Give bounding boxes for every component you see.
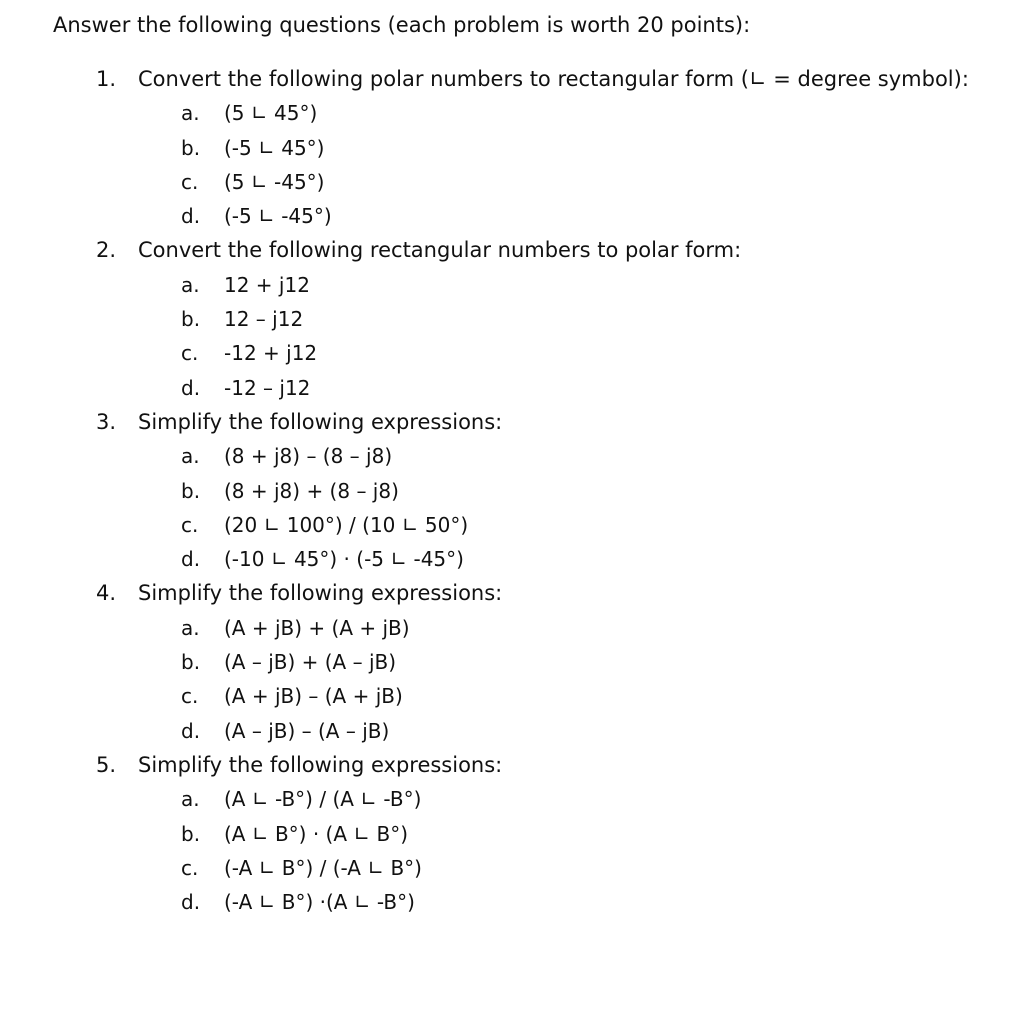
sub-question	[0, 542, 1024, 576]
sub-question	[0, 645, 1024, 679]
question-1	[0, 62, 1024, 233]
sub-question	[0, 268, 1024, 302]
sub-question-expression: 12 + j12	[224, 272, 310, 297]
sub-question-letter: c.	[181, 684, 199, 709]
sub-question-letter: a.	[181, 101, 200, 126]
sub-question	[0, 371, 1024, 405]
sub-question-expression: (A + jB) + (A + jB)	[224, 615, 410, 640]
sub-question-letter: d.	[181, 375, 201, 400]
sub-question	[0, 851, 1024, 885]
question-3	[0, 405, 1024, 576]
sub-question-letter: a.	[181, 615, 200, 640]
question-header	[0, 405, 1024, 439]
sub-question-expression: (A ∟ -B°) / (A ∟ -B°)	[224, 787, 422, 812]
sub-question-expression: (A – jB) + (A – jB)	[224, 650, 397, 675]
question-4	[0, 576, 1024, 747]
sub-question-expression: (A – jB) – (A – jB)	[224, 718, 390, 743]
sub-question	[0, 96, 1024, 130]
sub-question-expression: (5 ∟ -45°)	[224, 169, 325, 194]
question-header	[0, 233, 1024, 267]
sub-question	[0, 131, 1024, 165]
sub-question-letter: b.	[181, 821, 201, 846]
sub-question-expression: (-5 ∟ 45°)	[224, 135, 325, 160]
question-number: 5.	[96, 752, 117, 777]
sub-question-expression: (5 ∟ 45°)	[224, 101, 318, 126]
sub-question	[0, 714, 1024, 748]
question-number: 2.	[96, 238, 117, 263]
sub-question-expression: (8 + j8) + (8 – j8)	[224, 478, 399, 503]
sub-question-expression: (8 + j8) – (8 – j8)	[224, 444, 393, 469]
sub-question	[0, 782, 1024, 816]
sub-question-letter: d.	[181, 547, 201, 572]
question-header	[0, 576, 1024, 610]
sub-question-expression: (-A ∟ B°) / (-A ∟ B°)	[224, 855, 422, 880]
sub-question-letter: b.	[181, 135, 201, 160]
question-prompt: Simplify the following expressions:	[138, 581, 503, 606]
sub-question-expression: -12 + j12	[224, 341, 318, 366]
sub-question	[0, 508, 1024, 542]
sub-question-expression: (-5 ∟ -45°)	[224, 204, 332, 229]
sub-question	[0, 679, 1024, 713]
sub-question-letter: c.	[181, 512, 199, 537]
question-prompt: Simplify the following expressions:	[138, 409, 503, 434]
sub-question-letter: d.	[181, 718, 201, 743]
sub-question-expression: 12 – j12	[224, 307, 304, 332]
sub-question	[0, 199, 1024, 233]
question-prompt: Simplify the following expressions:	[138, 752, 503, 777]
sub-question	[0, 474, 1024, 508]
question-5	[0, 748, 1024, 919]
question-prompt: Convert the following rectangular numbers to polar form:	[138, 238, 742, 263]
sub-question-expression: (A ∟ B°) · (A ∟ B°)	[224, 821, 409, 846]
question-number: 1.	[96, 67, 117, 91]
question-header	[0, 62, 1024, 96]
sub-question	[0, 817, 1024, 851]
instructions-heading: Answer the following questions (each problem is worth 20 points):	[53, 13, 751, 37]
sub-question-letter: b.	[181, 307, 201, 332]
question-header	[0, 748, 1024, 782]
sub-question-letter: d.	[181, 890, 201, 915]
sub-question	[0, 885, 1024, 919]
sub-question-letter: d.	[181, 204, 201, 229]
sub-question	[0, 336, 1024, 370]
sub-question-letter: b.	[181, 650, 201, 675]
sub-question-letter: a.	[181, 787, 200, 812]
sub-question-expression: (-10 ∟ 45°) · (-5 ∟ -45°)	[224, 547, 464, 572]
sub-question	[0, 611, 1024, 645]
sub-question-expression: (20 ∟ 100°) / (10 ∟ 50°)	[224, 512, 469, 537]
sub-question-letter: b.	[181, 478, 201, 503]
sub-question-expression: -12 – j12	[224, 375, 311, 400]
sub-question	[0, 165, 1024, 199]
sub-question	[0, 439, 1024, 473]
question-number: 4.	[96, 581, 117, 606]
question-number: 3.	[96, 409, 117, 434]
question-2	[0, 233, 1024, 404]
sub-question-letter: c.	[181, 169, 199, 194]
sub-question-letter: c.	[181, 855, 199, 880]
question-list	[0, 62, 1024, 919]
sub-question-letter: a.	[181, 444, 200, 469]
sub-question-expression: (A + jB) – (A + jB)	[224, 684, 403, 709]
sub-question-expression: (-A ∟ B°) ·(A ∟ -B°)	[224, 890, 415, 915]
sub-question-letter: c.	[181, 341, 199, 366]
sub-question-letter: a.	[181, 272, 200, 297]
question-prompt: Convert the following polar numbers to rectangular form (∟ = degree symbol):	[138, 67, 969, 91]
sub-question	[0, 302, 1024, 336]
